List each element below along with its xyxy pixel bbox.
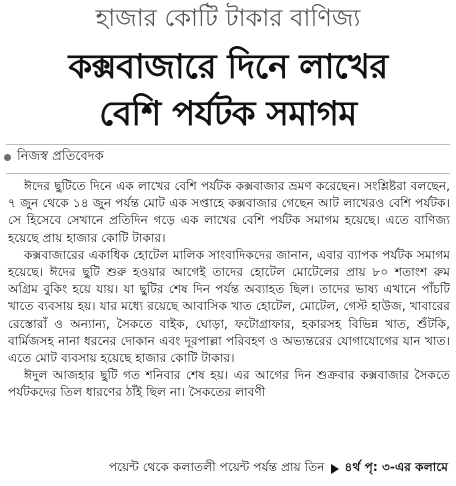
continuation-line	[109, 460, 448, 477]
continuation-lead-text: পয়েন্ট থেকে কলাতলী পয়েন্ট পর্যন্ত প্রায় তিন	[108, 459, 325, 474]
paragraph-1: ঈদের ছুটিতে দিনে এক লাখের বেশি পর্যটক কক্সবাজার ভ্রমণ করেছেন। সংশ্লিষ্টরা বলছেন, ৭ জুন থেকে ১৪ জুন পর্যন্ত মোট এক সপ্তাহে কক্সবাজার গেছেন আট লাখেরও বেশি পর্যটক। সে হিসেবে সেখানে প্রতিদিন গড়ে এক লাখের বেশি পর্যটক সমাগম হয়েছে। এতে বাণিজ্য হয়েছে প্রায় হাজার কোটি টাকার।	[8, 179, 450, 245]
paragraph-2: কক্সবাজারের একাধিক হোটেল মালিক সাংবাদিকদের জানান, এবার ব্যাপক পর্যটক সমাগম হয়েছে। ঈদের ছুটি শুরু হওয়ার আগেই তাদের হোটেল মোটেলের প্রায় ৮০ শতাংশ রুম অগ্রিম বুকিং হয়ে যায়। যা ছুটির শেষ দিন পর্যন্ত অব্যাহত ছিল। তাদের ভাষ্য এখানে পাঁচটি খাতে ব্যবসায় হয়। যার মধ্যে রয়েছে আবাসিক খাত হোটেল, মোটেল, গেস্ট হাউজ, খাবারের রেস্তোরাঁ ও অন্যান্য, সৈকতে বাইক, ঘোড়া, ফটোগ্রাফার, হকারসহ বিভিন্ন খাত, শুঁটকি, বার্মিজসহ নানা ধরনের দোকান এবং দূরপাল্লা পরিবহণ ও অভ্যন্তরের যোগাযোগের যান খাত। এতে মোট ব্যবসায় হয়েছে হাজার কোটি টাকার।	[8, 247, 450, 366]
bullet-icon	[4, 154, 11, 161]
article-body	[8, 178, 450, 402]
byline-text: নিজস্ব প্রতিবেদক	[17, 148, 104, 164]
divider-top	[6, 144, 450, 145]
arrow-right-icon	[331, 464, 339, 474]
kicker-line: হাজার কোটি টাকার বাণিজ্য	[95, 4, 361, 32]
headline-line-2: বেশি পর্যটক সমাগম	[99, 94, 357, 134]
headline-line-1: কক্সবাজারে দিনে লাখের	[68, 47, 388, 87]
jump-link[interactable]: ৪র্থ পৃ: ৩-এর কলামে	[344, 459, 448, 474]
headline	[0, 44, 456, 138]
divider-bottom	[6, 173, 450, 174]
paragraph-3: ঈদুল আজহার ছুটি গত শনিবার শেষ হয়। এর আগের দিন শুক্রবার কক্সবাজার সৈকতে পর্যটকদের তিল ধারণের ঠাঁই ছিল না। সৈকতের লাবণী	[8, 368, 450, 400]
byline	[4, 148, 104, 166]
